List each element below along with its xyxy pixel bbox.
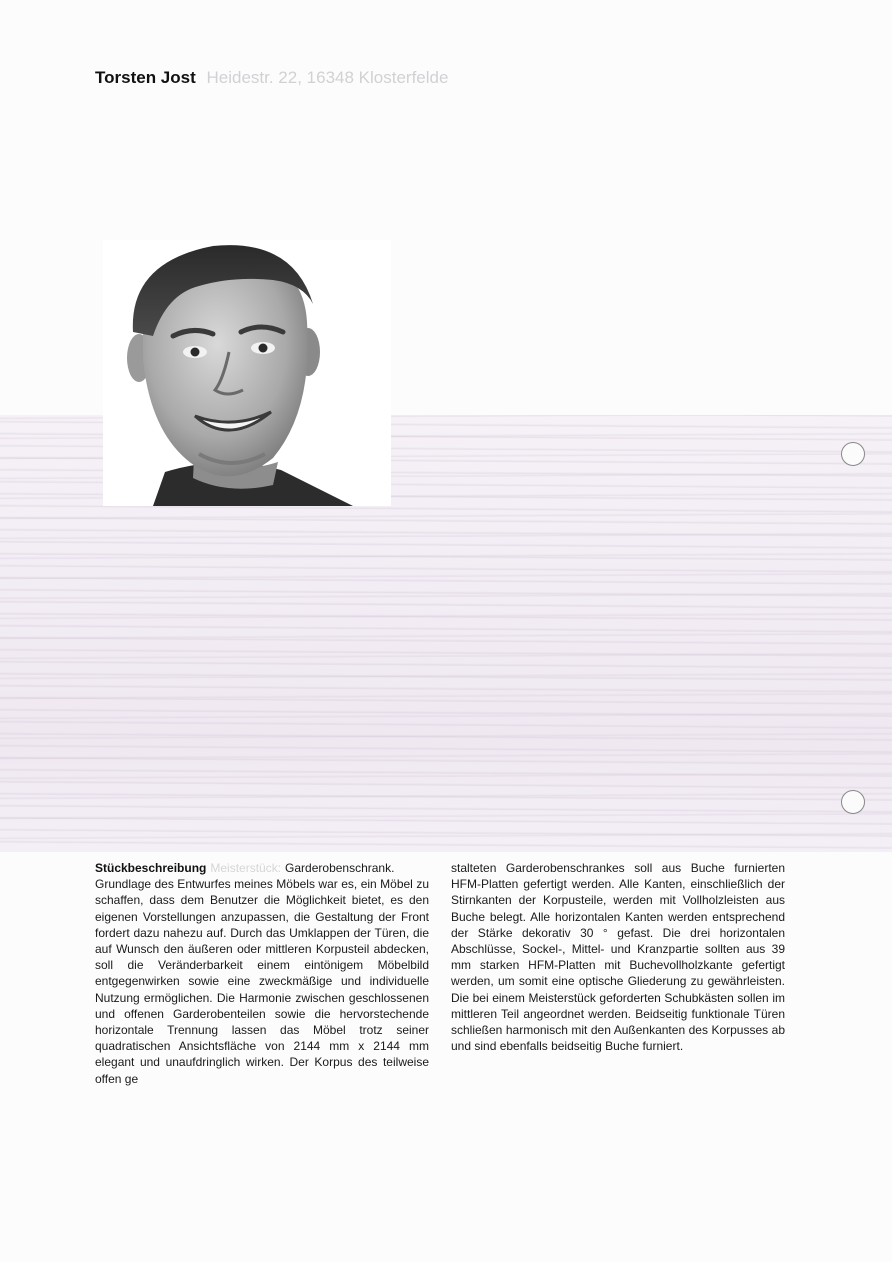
section-label: Meisterstück: bbox=[210, 861, 282, 875]
page-header bbox=[95, 68, 448, 92]
portrait-icon bbox=[103, 240, 391, 506]
author-name: Torsten Jost bbox=[95, 68, 196, 87]
description-text-left: Garderobenschrank. Grundlage des Entwurfes meines Möbels war es, ein Möbel zu schaffen, dass dem Benutzer die Möglichkeit bietet, es den eigenen Vorstellungen anzupassen, die Gestaltung der Front fordert dazu nahezu auf. Durch das Umklappen der Türen, die auf Wunsch den äußeren oder mittleren Korpusteil abdecken, soll die Veränderbarkeit einem eintönigem Möbelbild entgegenwirken sowie eine zweckmäßige und individuelle Nutzung ermöglichen. Die Harmonie zwischen geschlossenen und offenen Garderobenteilen sowie die hervorstechende horizontale Trennung lassen das Möbel trotz seiner quadratischen Ansichtsfläche von 2144 mm x 2144 mm elegant und unaufdringlich wirken. Der Korpus des teilweise offen ge bbox=[95, 861, 429, 1086]
author-address: Heidestr. 22, 16348 Klosterfelde bbox=[206, 68, 449, 87]
portrait-photo bbox=[103, 240, 391, 506]
punch-hole-top bbox=[841, 442, 865, 466]
description-text-right: stalteten Garderobenschrankes soll aus Buche furnierten HFM-Platten gefertigt werden. Alle Kanten, einschließlich der Stirnkanten der Korpusteile, werden mit Vollholzleisten aus Buche belegt. Alle horizontalen Kanten werden entsprechend der Stärke dekorativ 30 ° gefast. Die drei horizontalen Abschlüsse, Sockel-, Mittel- und Kranzpartie sollten aus 39 mm starken HFM-Platten mit Buchevollholzkante gefertigt werden, um somit eine optische Gliederung zu gewährleisten. Die bei einem Meisterstück geforderten Schubkästen sollen im mittleren Teil angeordnet werden. Beidseitig funktionale Türen schließen harmonisch mit den Außenkanten des Korpusses ab und sind ebenfalls beidseitig Buche furniert. bbox=[451, 861, 785, 1054]
punch-hole-bottom bbox=[841, 790, 865, 814]
description-column-left bbox=[95, 860, 429, 1087]
section-title: Stückbeschreibung bbox=[95, 861, 207, 875]
description-column-right bbox=[451, 860, 785, 1054]
